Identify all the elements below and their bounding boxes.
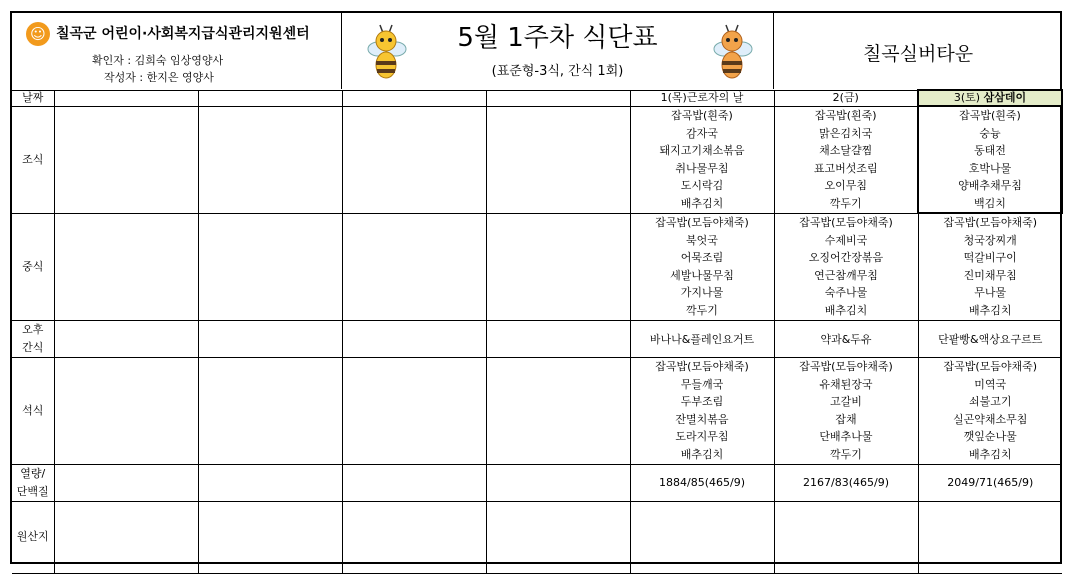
empty-cell	[486, 501, 630, 573]
menu-item: 유채된장국	[819, 377, 873, 391]
center-name: 칠곡군 어린이·사회복지급식관리지원센터	[56, 26, 310, 42]
menu-item: 잡채	[835, 412, 857, 426]
writer: 작성자 : 한지은 영양사	[104, 71, 214, 84]
nutrition-cell: 1884/85(465/9)	[630, 464, 774, 501]
menu-item: 실곤약채소무침	[953, 412, 1028, 426]
confirmer: 확인자 : 김희숙 임상영양사	[92, 54, 224, 67]
menu-item: 청국장찌개	[963, 233, 1017, 247]
empty-cell	[486, 357, 630, 464]
date-text: 3(토)	[953, 91, 981, 104]
menu-item: 취나물무침	[675, 161, 729, 175]
header-left	[12, 13, 342, 89]
empty-cell	[342, 106, 486, 213]
menu-item: 잡곡밥(모듬야채죽)	[799, 360, 893, 373]
menu-item: 도라지무침	[675, 430, 729, 443]
menu-item: 호박나물	[968, 161, 1012, 175]
menu-item: 잡곡밥(흰죽)	[671, 109, 733, 122]
menu-item: 배추김치	[968, 303, 1012, 317]
special-day-label: 삼삼데이	[983, 91, 1027, 104]
menu-item: 고갈비	[830, 395, 862, 408]
menu-item: 숙주나물	[824, 286, 868, 299]
meal-cell	[774, 106, 918, 213]
menu-item: 오징어간장볶음	[808, 251, 884, 264]
empty-cell	[198, 357, 342, 464]
meal-cell	[630, 357, 774, 464]
menu-item: 깍두기	[829, 196, 862, 210]
menu-item: 동태전	[974, 144, 1006, 157]
date-cell: 1(목)근로자의 날	[630, 90, 774, 106]
page-title: 5월 1주차 식단표	[457, 23, 658, 53]
menu-item: 잡곡밥(모듬야채죽)	[943, 216, 1038, 230]
empty-cell	[342, 464, 486, 501]
empty-cell	[486, 213, 630, 320]
nutrition-cell: 2049/71(465/9)	[918, 464, 1062, 501]
bee-mascot-icon	[710, 19, 754, 83]
origin-cell	[630, 501, 774, 573]
nutrition-row	[12, 464, 1062, 501]
center-logo-icon: ☺	[26, 22, 50, 46]
row-label-breakfast: 조식	[12, 106, 54, 213]
menu-item: 떡갈비구이	[963, 251, 1017, 265]
menu-item: 가지나물	[680, 286, 724, 299]
menu-item: 감자국	[686, 126, 718, 140]
origin-row	[12, 501, 1062, 573]
row-label-snack	[12, 320, 54, 357]
origin-cell	[774, 501, 918, 573]
empty-cell	[54, 90, 198, 106]
menu-item: 잡곡밥(모듬야채죽)	[799, 216, 893, 229]
organization-name: 칠곡실버타운	[862, 43, 974, 65]
menu-item: 배추김치	[824, 303, 868, 317]
menu-item: 배추김치	[968, 447, 1012, 461]
row-label-nutrition	[12, 464, 54, 501]
header-right	[774, 13, 1062, 89]
page-subtitle: (표준형-3식, 간식 1회)	[491, 64, 624, 79]
menu-item: 맑은김치국	[819, 126, 873, 140]
row-label-nutrition-line: 단백질	[16, 484, 49, 498]
menu-item: 표고버섯조림	[813, 161, 878, 175]
menu-item: 잔멸치볶음	[675, 412, 729, 426]
empty-cell	[342, 501, 486, 573]
empty-cell	[198, 464, 342, 501]
row-label-lunch: 중식	[12, 213, 54, 320]
menu-item: 잡곡밥(모듬야채죽)	[943, 360, 1038, 373]
empty-cell	[342, 90, 486, 106]
empty-cell	[486, 464, 630, 501]
menu-item: 어묵조림	[680, 251, 724, 264]
menu-item: 잡곡밥(흰죽)	[959, 109, 1021, 122]
menu-item: 양배추채무침	[958, 179, 1022, 192]
menu-item: 도시락김	[680, 179, 724, 192]
meal-cell	[774, 357, 918, 464]
menu-item: 쇠불고기	[968, 395, 1012, 408]
menu-item: 북엇국	[686, 233, 718, 247]
origin-cell	[918, 501, 1062, 573]
nutrition-cell: 2167/83(465/9)	[774, 464, 918, 501]
menu-item: 잡곡밥(모듬야채죽)	[655, 216, 749, 229]
menu-item: 배추김치	[680, 447, 724, 461]
empty-cell	[342, 213, 486, 320]
menu-item: 잡곡밥(모듬야채죽)	[655, 360, 749, 373]
row-label-origin: 원산지	[12, 501, 54, 573]
empty-cell	[198, 320, 342, 357]
row-label-snack-line: 간식	[22, 340, 44, 354]
menu-item: 수제비국	[824, 233, 868, 247]
menu-table	[12, 89, 1063, 574]
empty-cell	[486, 320, 630, 357]
menu-item: 숭늉	[979, 126, 1001, 140]
row-label-date: 날짜	[12, 90, 54, 106]
menu-item: 오이무침	[824, 179, 867, 192]
meal-cell	[918, 213, 1062, 320]
meal-cell	[918, 106, 1062, 213]
date-cell-saturday	[918, 90, 1062, 106]
snack-cell: 단팥빵&액상요구르트	[918, 320, 1062, 357]
menu-item: 잡곡밥(흰죽)	[814, 109, 877, 122]
row-label-nutrition-line: 열량/	[20, 466, 46, 480]
empty-cell	[486, 90, 630, 106]
meal-cell	[630, 106, 774, 213]
menu-item: 깍두기	[830, 447, 862, 461]
date-row	[12, 90, 1062, 106]
empty-cell	[54, 106, 198, 213]
date-cell: 2(금)	[774, 90, 918, 106]
empty-cell	[342, 320, 486, 357]
row-label-dinner: 석식	[12, 357, 54, 464]
empty-cell	[54, 357, 198, 464]
menu-item: 세발나물무침	[670, 268, 734, 282]
empty-cell	[198, 106, 342, 213]
menu-item: 배추김치	[680, 196, 724, 210]
menu-item: 깻잎순나물	[963, 430, 1017, 443]
menu-item: 백김치	[974, 196, 1006, 210]
dinner-row	[12, 357, 1062, 464]
menu-item: 연근참깨무침	[814, 268, 878, 282]
lunch-row	[12, 213, 1062, 320]
empty-cell	[54, 213, 198, 320]
menu-item: 채소달걀찜	[819, 144, 873, 157]
menu-item: 두부조림	[680, 395, 724, 408]
empty-cell	[54, 464, 198, 501]
menu-item: 무나물	[974, 286, 1007, 300]
row-label-snack-line: 오후	[22, 322, 44, 336]
meal-cell	[774, 213, 918, 320]
snack-cell: 바나나&플레인요거트	[630, 320, 774, 357]
empty-cell	[198, 501, 342, 573]
empty-cell	[198, 213, 342, 320]
meal-cell	[918, 357, 1062, 464]
menu-sheet	[10, 11, 1062, 564]
empty-cell	[198, 90, 342, 106]
menu-item: 진미채무침	[963, 268, 1017, 282]
breakfast-row	[12, 106, 1062, 213]
snack-cell: 약과&두유	[774, 320, 918, 357]
empty-cell	[486, 106, 630, 213]
menu-item: 무들깨국	[680, 377, 724, 391]
empty-cell	[54, 501, 198, 573]
empty-cell	[54, 320, 198, 357]
menu-item: 돼지고기채소볶음	[659, 144, 745, 157]
empty-cell	[342, 357, 486, 464]
menu-item: 깍두기	[686, 303, 718, 317]
header-title-area	[342, 13, 774, 89]
snack-row	[12, 320, 1062, 357]
menu-item: 단배추나물	[819, 430, 873, 443]
menu-item: 미역국	[974, 377, 1007, 391]
meal-cell	[630, 213, 774, 320]
